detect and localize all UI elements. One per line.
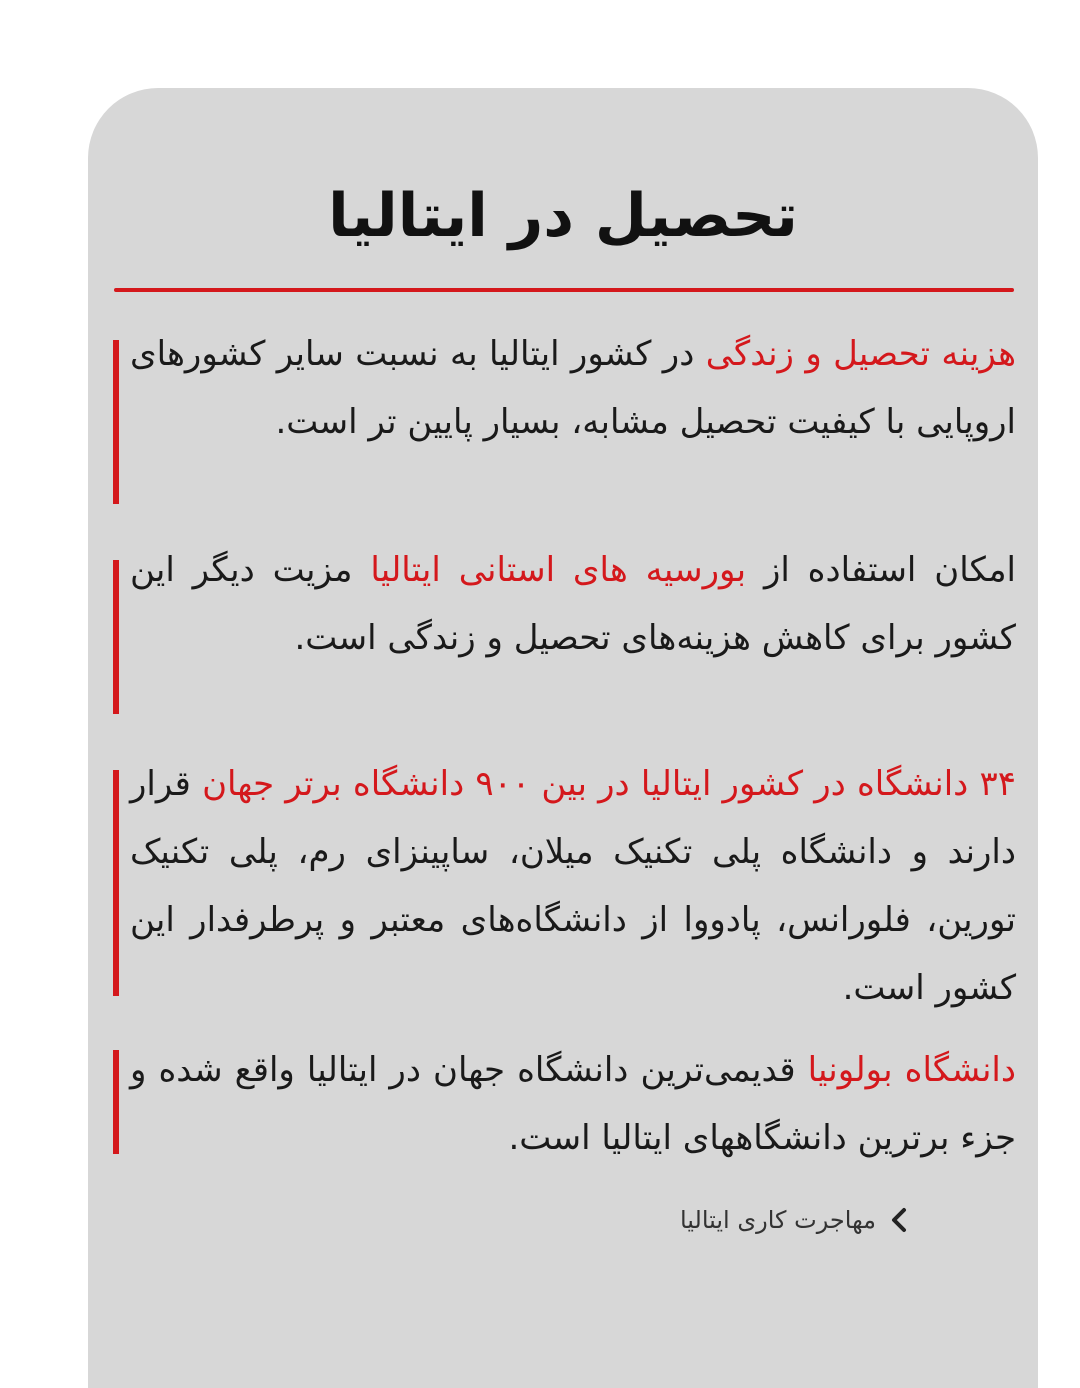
content-card — [88, 88, 1038, 1388]
paragraph-accent-bar — [113, 1050, 119, 1154]
highlight-text: دانشگاه بولونیا — [807, 1050, 1017, 1090]
highlight-text: بورسیه های استانی ایتالیا — [370, 550, 747, 590]
paragraph-cost — [130, 320, 1016, 456]
title-divider — [114, 288, 1014, 292]
body-text: امکان استفاده از — [746, 550, 1016, 590]
paragraph-accent-bar — [113, 770, 119, 996]
source-link[interactable] — [680, 1198, 914, 1242]
source-label: مهاجرت کاری ایتالیا — [679, 1206, 876, 1234]
paragraph-accent-bar — [113, 340, 119, 504]
highlight-text: هزینه تحصیل و زندگی — [705, 334, 1017, 374]
body-text: مزیت دیگر این کشور برای کاهش هزینه‌های تحصیل و زندگی است. — [130, 550, 1016, 658]
paragraph-bologna — [130, 1036, 1016, 1172]
body-text: در کشور ایتالیا به نسبت سایر کشورهای اروپایی با کیفیت تحصیل مشابه، بسیار پایین تر است. — [130, 334, 1016, 442]
chevron-left-icon — [884, 1198, 914, 1242]
page-title: تحصیل در ایتالیا — [328, 181, 798, 251]
highlight-text: ۳۴ دانشگاه در کشور ایتالیا در بین ۹۰۰ دانشگاه برتر جهان — [202, 764, 1017, 804]
body-text: قرار دارند و دانشگاه پلی تکنیک میلان، ساپینزای رم، پلی تکنیک تورین، فلورانس، پادووا از دانشگاه‌های معتبر و پرطرفدار این کشور است. — [130, 764, 1016, 1008]
paragraph-universities — [130, 750, 1016, 1022]
body-text: قدیمی‌ترین دانشگاه جهان در ایتالیا واقع شده و جزء برترین دانشگاههای ایتالیا است. — [130, 1050, 1016, 1158]
paragraph-scholarship — [130, 536, 1016, 672]
paragraph-accent-bar — [113, 560, 119, 714]
